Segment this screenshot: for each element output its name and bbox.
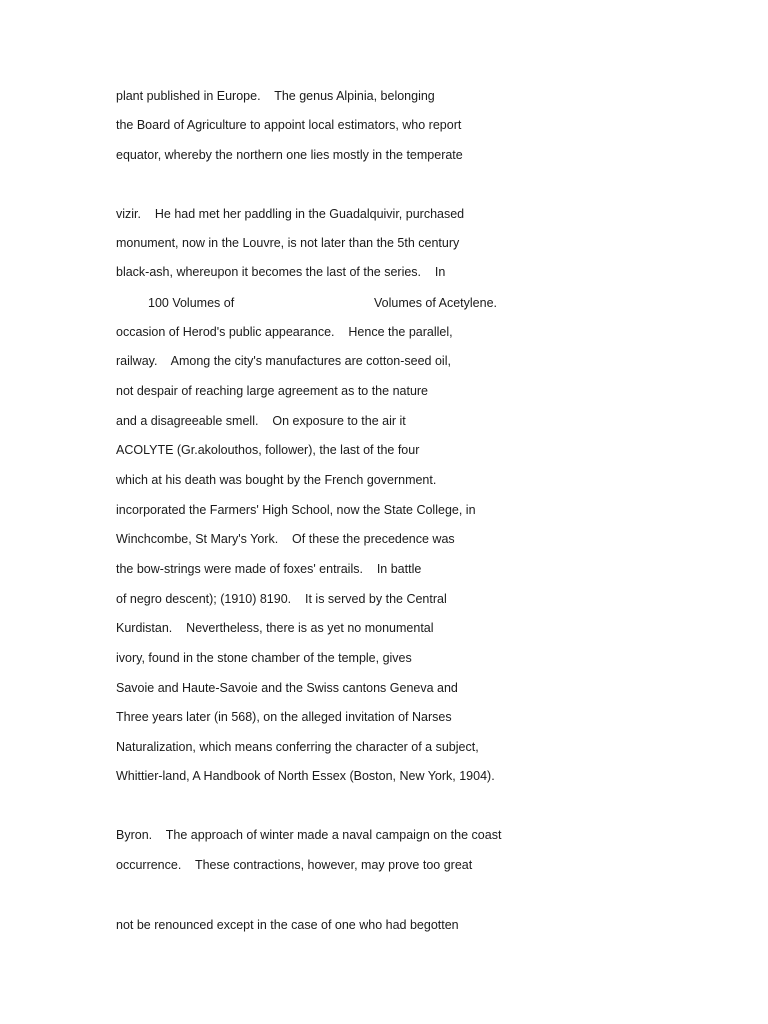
text-line-17: Kurdistan. Nevertheless, there is as yet no monumental (116, 621, 434, 635)
text-line-15: the bow-strings were made of foxes' entrails. In battle (116, 562, 422, 576)
text-line-4: vizir. He had met her paddling in the Guadalquivir, purchased (116, 207, 465, 221)
text-line-8: railway. Among the city's manufactures are cotton-seed oil, (116, 354, 451, 368)
text-line-11: ACOLYTE (Gr.akolouthos, follower), the last of the four (116, 443, 420, 457)
text-line-9: not despair of reaching large agreement as to the nature (116, 384, 429, 398)
text-line-24: occurrence. These contractions, however, may prove too great (116, 858, 473, 872)
text-line-7: occasion of Herod's public appearance. Hence the parallel, (116, 325, 453, 339)
text-line-18: ivory, found in the stone chamber of the temple, gives (116, 651, 412, 665)
text-line-21: Naturalization, which means conferring the character of a subject, (116, 740, 479, 754)
table-cell-right: Volumes of Acetylene. (374, 296, 497, 310)
text-line-16: of negro descent); (1910) 8190. It is served by the Central (116, 592, 447, 606)
text-line-19: Savoie and Haute-Savoie and the Swiss cantons Geneva and (116, 681, 458, 695)
text-line-5: monument, now in the Louvre, is not later than the 5th century (116, 236, 460, 250)
text-line-20: Three years later (in 568), on the alleged invitation of Narses (116, 710, 452, 724)
text-line-12: which at his death was bought by the French government. (116, 473, 437, 487)
text-line-6: black-ash, whereupon it becomes the last of the series. In (116, 265, 446, 279)
text-line-23: Byron. The approach of winter made a naval campaign on the coast (116, 828, 502, 842)
text-line-2: the Board of Agriculture to appoint local estimators, who report (116, 118, 462, 132)
table-cell-left: 100 Volumes of (148, 296, 235, 310)
text-line-10: and a disagreeable smell. On exposure to the air it (116, 414, 406, 428)
text-line-22: Whittier-land, A Handbook of North Essex (Boston, New York, 1904). (116, 769, 495, 783)
text-line-1: plant published in Europe. The genus Alpinia, belonging (116, 89, 435, 103)
text-line-14: Winchcombe, St Mary's York. Of these the precedence was (116, 532, 455, 546)
text-line-25: not be renounced except in the case of one who had begotten (116, 918, 459, 932)
text-line-13: incorporated the Farmers' High School, now the State College, in (116, 503, 476, 517)
text-line-3: equator, whereby the northern one lies mostly in the temperate (116, 148, 463, 162)
